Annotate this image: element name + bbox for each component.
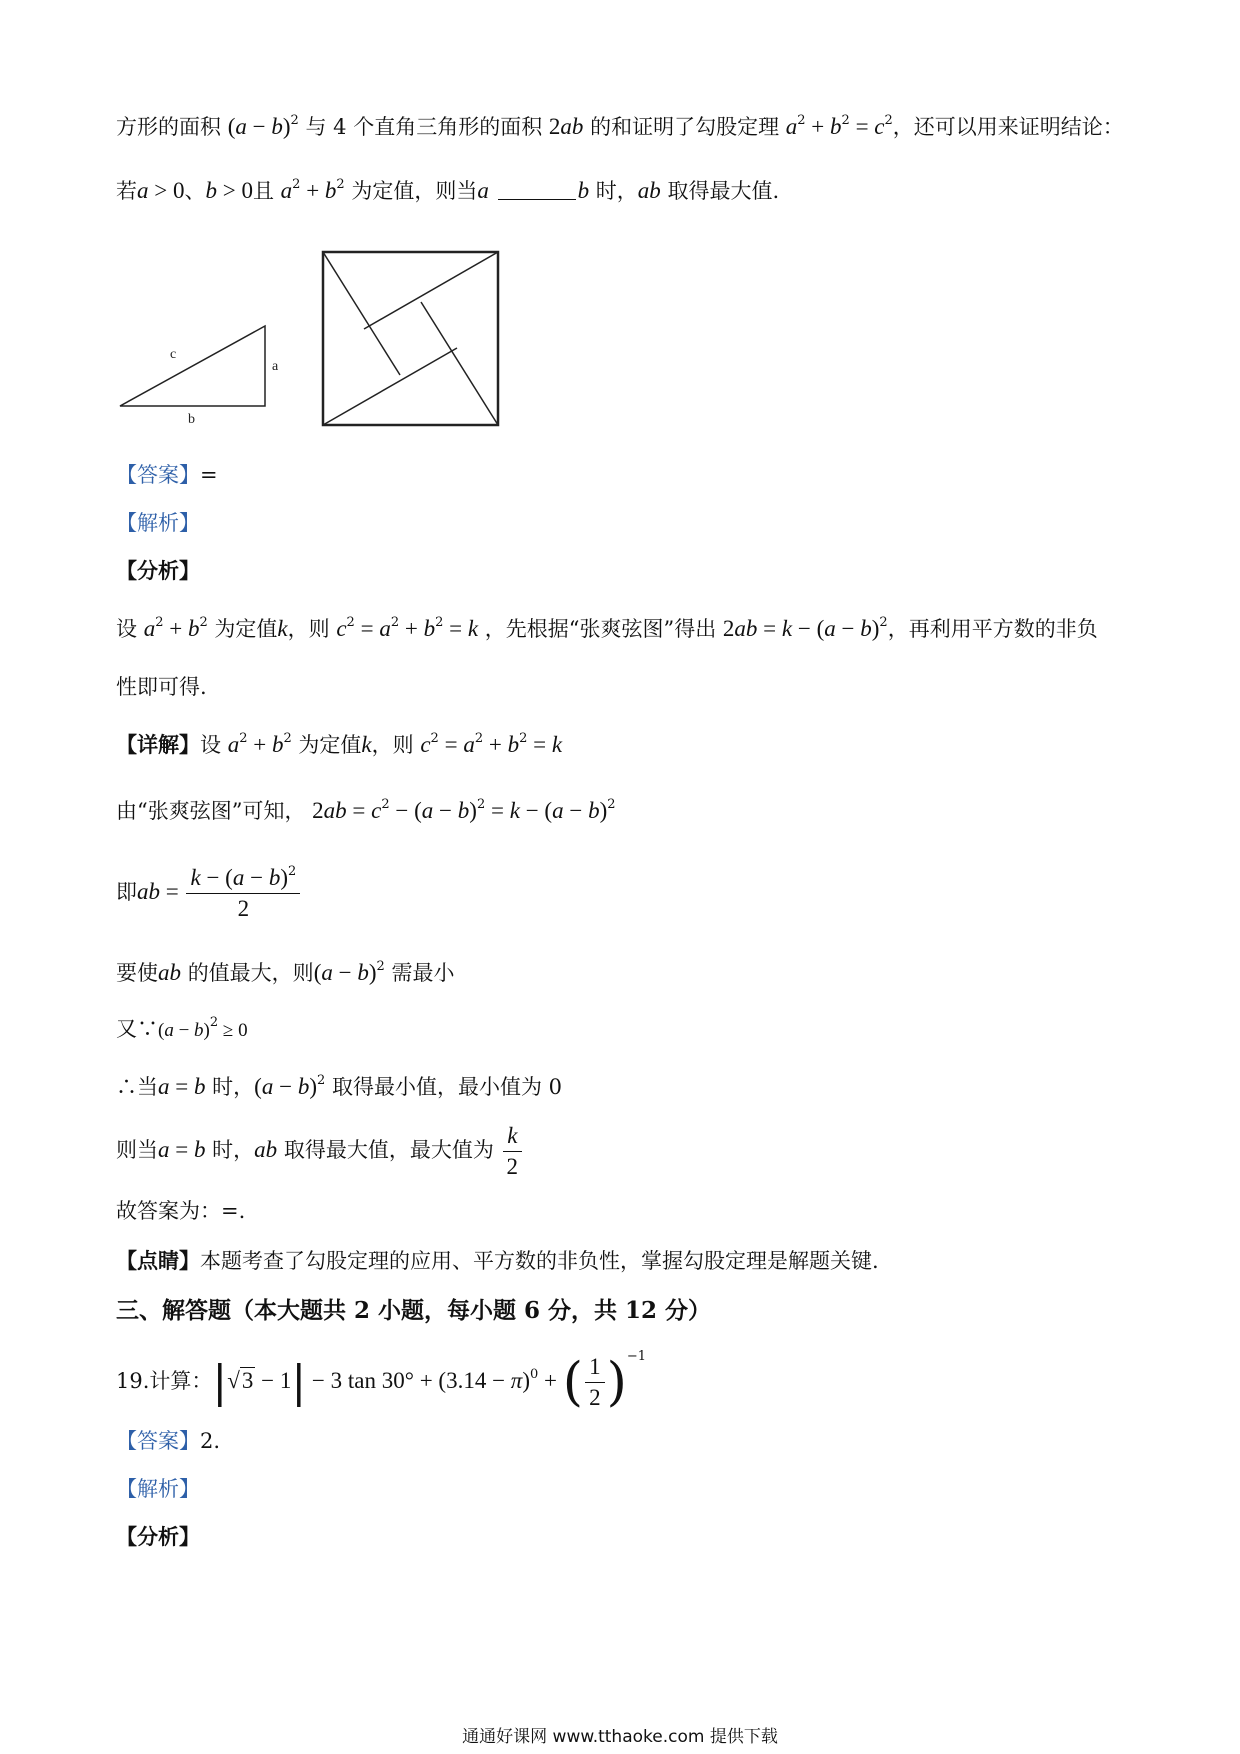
fenxi-1-line-2: 性即可得.: [116, 675, 207, 699]
analysis-2-tag: 【解析】: [116, 1477, 200, 1501]
answer-2: 【答案】2.: [116, 1429, 221, 1453]
fenxi-2-tag: 【分析】: [116, 1524, 200, 1549]
detail-line-7: 则当a = b 时，ab 取得最大值，最大值为 $\frac{k}{2}$: [116, 1120, 1180, 1182]
triangle-label-c: c: [170, 347, 177, 362]
fraction-ab: $\frac{k - (a - b)^2}{2}$: [186, 863, 300, 924]
question-19: 19.计算：|√3 − 1| − 3 $\tan 30^\circ + (3.14 - \pi)^0$ + ( $\frac{1}{2}$ )$^{-1}$: [116, 1349, 647, 1413]
dianjing: 【点睛】本题考查了勾股定理的应用、平方数的非负性，掌握勾股定理是解题关键.: [116, 1248, 879, 1273]
detail-line-4: 要使ab 的值最大，则$(a - b)^2$ 需最小: [116, 959, 455, 985]
fenxi-1-tag: 【分析】: [116, 558, 200, 583]
triangle-label-b: b: [188, 412, 195, 427]
intro-line-1: 方形的面积 $(a - b)^2$ 与 4 个直角三角形的面积 2ab 的和证明了勾股定理 $a^2 + b^2 = c^2$，还可以用来证明结论：: [116, 113, 1124, 139]
answer-1: 【答案】=: [116, 463, 218, 487]
right-triangle-figure: [110, 318, 280, 427]
analysis-1-tag: 【解析】: [116, 511, 200, 535]
triangle-label-a: a: [272, 359, 279, 374]
fenxi-1-line-1: 设 $a^2 + b^2$ 为定值k，则 $c^2 = a^2 + b^2 = k$ ，先根据“张爽弦图”得出 $2ab = k - (a - b)^2$，再利用平方数的非负: [116, 615, 1098, 641]
detail-line-6: ∴当a = b 时，$(a - b)^2$ 取得最小值，最小值为 0: [116, 1073, 563, 1099]
detail-line-1: 【详解】设 $a^2 + b^2$ 为定值k，则 $c^2 = a^2 + b^2 = k$: [116, 731, 563, 757]
answer-blank: [498, 179, 576, 200]
section-3-heading: 三、解答题（本大题共 2 小题，每小题 6 分，共 12 分）: [116, 1297, 712, 1324]
detail-line-8: 故答案为：=.: [116, 1199, 246, 1223]
intro-line-2: 若a > 0、b > 0且 $a^2 + b^2$ 为定值，则当a b 时，ab 取得最大值.: [116, 177, 780, 203]
detail-line-3: 即ab = $\frac{k - (a - b)^2}{2}$: [116, 862, 1180, 924]
detail-line-2: 由“张爽弦图”可知， $2ab = c^2 - (a - b)^2 = k - (a - b)^2$: [116, 797, 616, 823]
fraction-k-half: $\frac{k}{2}$: [503, 1121, 523, 1182]
detail-line-5: 又∵(a − b)$^2$ ≥ 0: [116, 1015, 248, 1041]
fraction-one-half: $\frac{1}{2}$: [585, 1352, 605, 1413]
string-diagram-figure: [318, 248, 504, 428]
page-footer: 通通好课网 www.tthaoke.com 提供下载: [462, 1727, 778, 1747]
